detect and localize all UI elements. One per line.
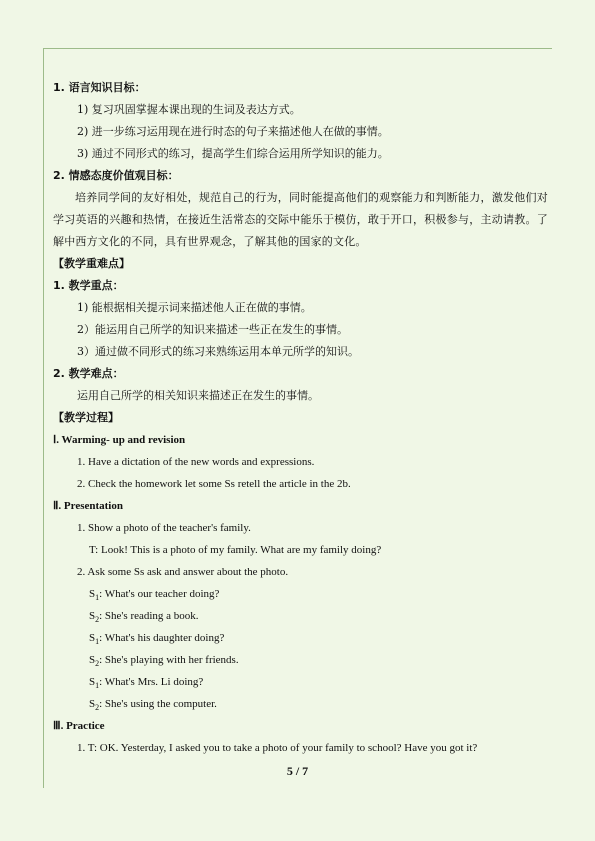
speaker-letter: S	[89, 654, 96, 666]
presentation-heading: Ⅱ. Presentation	[53, 500, 123, 512]
presentation-item-1: 1. Show a photo of the teacher's family.	[77, 522, 251, 534]
dialog-line	[53, 605, 548, 627]
page-number: 5 / 7	[286, 764, 309, 778]
key-point-item-2: 2）能运用自己所学的知识来描述一些正在发生的事情。	[77, 323, 348, 336]
dialog-line	[53, 627, 548, 649]
speaker-number: 2	[95, 703, 100, 713]
speaker-number: 1	[95, 681, 100, 691]
speaker-number: 1	[95, 637, 100, 647]
language-goal-item-1: 1) 复习巩固掌握本课出现的生词及表达方式。	[77, 103, 301, 116]
presentation-item-2: 2. Ask some Ss ask and answer about the photo.	[77, 566, 289, 578]
dialog-text: : She's playing with her friends.	[99, 654, 239, 666]
dialog-line	[53, 583, 548, 605]
dialog-text: : What's Mrs. Li doing?	[99, 676, 204, 688]
teacher-line: T: Look! This is a photo of my family. What are my family doing?	[89, 544, 382, 556]
key-point-item-3: 3）通过做不同形式的练习来熟练运用本单元所学的知识。	[77, 345, 359, 358]
dialog-line	[53, 649, 548, 671]
key-point-heading: 1. 教学重点：	[53, 279, 124, 292]
dialog-text: : What's our teacher doing?	[99, 588, 220, 600]
speaker-number: 2	[95, 615, 100, 625]
dialog-line	[53, 693, 548, 715]
document-body	[53, 77, 548, 759]
speaker-letter: S	[89, 698, 96, 710]
speaker-letter: S	[89, 610, 96, 622]
language-goal-item-3: 3) 通过不同形式的练习，提高学生们综合运用所学知识的能力。	[77, 147, 389, 160]
key-point-item-1: 1) 能根据相关提示词来描述他人正在做的事情。	[77, 301, 312, 314]
dialog-text: : She's reading a book.	[99, 610, 199, 622]
practice-heading: Ⅲ. Practice	[53, 720, 105, 732]
emotion-goal-paragraph: 培养同学间的友好相处，规范自己的行为，同时能提高他们的观察能力和判断能力，激发他们对学习英语的兴趣和热情，在接近生活常态的交际中能乐于模仿，敢于开口，积极参与，主动请教。了解中西方文化的不同，具有世界观念，了解其他的国家的文化。	[53, 191, 548, 248]
emotion-goal-heading: 2. 情感态度价值观目标：	[53, 169, 179, 182]
speaker-number: 2	[95, 659, 100, 669]
speaker-letter: S	[89, 632, 96, 644]
speaker-number: 1	[95, 593, 100, 603]
difficulty-text: 运用自己所学的相关知识来描述正在发生的事情。	[77, 389, 319, 402]
dialog-text: : What's his daughter doing?	[99, 632, 225, 644]
warming-up-heading: Ⅰ. Warming- up and revision	[53, 434, 186, 446]
difficulty-heading: 2. 教学难点：	[53, 367, 124, 380]
process-header: 【教学过程】	[53, 411, 119, 424]
dialog-text: : She's using the computer.	[99, 698, 217, 710]
dialog-line	[53, 671, 548, 693]
language-goal-item-2: 2) 进一步练习运用现在进行时态的句子来描述他人在做的事情。	[77, 125, 389, 138]
language-goal-heading: 1. 语言知识目标：	[53, 81, 146, 94]
warming-up-item-1: 1. Have a dictation of the new words and expressions.	[77, 456, 315, 468]
speaker-letter: S	[89, 588, 96, 600]
key-points-header: 【教学重难点】	[53, 257, 130, 270]
speaker-letter: S	[89, 676, 96, 688]
practice-item-1: 1. T: OK. Yesterday, I asked you to take a photo of your family to school? Have you got it?	[77, 742, 478, 754]
warming-up-item-2: 2. Check the homework let some Ss retell the article in the 2b.	[77, 478, 351, 490]
